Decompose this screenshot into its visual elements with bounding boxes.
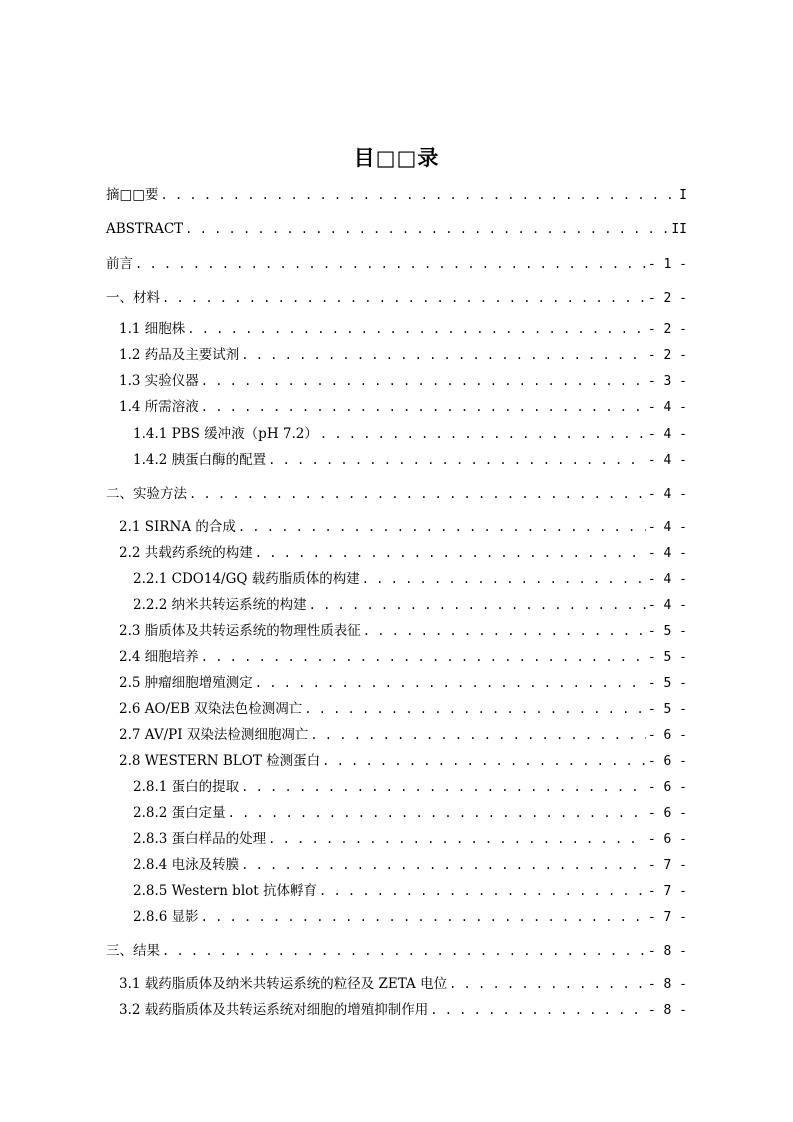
- toc-entry-page-number: - 4 -: [647, 487, 687, 502]
- dot-leader: [319, 882, 646, 900]
- toc-entry-page-number: - 4 -: [647, 427, 687, 442]
- toc-entry-label: 摘□□要: [106, 187, 159, 203]
- toc-entry-label: 1.4 所需溶液: [119, 399, 199, 415]
- toc-entry[interactable]: [133, 451, 687, 470]
- dot-leader: [304, 700, 646, 718]
- dot-leader: [255, 544, 646, 562]
- toc-entry[interactable]: [119, 518, 687, 537]
- dot-leader: [238, 518, 646, 536]
- toc-entry-label: 2.8.5 Western blot 抗体孵育: [133, 883, 317, 899]
- toc-entry-page-number: - 7 -: [647, 858, 687, 873]
- toc-entry-page-number: I: [679, 188, 687, 203]
- dot-leader: [187, 320, 646, 338]
- toc-entry-label: 1.4.2 胰蛋白酶的配置: [133, 452, 267, 468]
- toc-entry-label: 2.5 肿瘤细胞增殖测定: [119, 675, 253, 691]
- toc-entry-page-number: - 7 -: [647, 884, 687, 899]
- toc-entry-page-number: - 2 -: [647, 322, 687, 337]
- toc-entry-page-number: II: [671, 222, 687, 237]
- dot-leader: [241, 778, 646, 796]
- toc-entry-label: 2.2.2 纳米共转运系统的构建: [133, 597, 307, 613]
- toc-entry[interactable]: [119, 648, 687, 667]
- toc-entry[interactable]: [106, 485, 687, 504]
- dot-leader: [268, 451, 646, 469]
- toc-entry[interactable]: [119, 700, 687, 719]
- dot-leader: [255, 674, 646, 692]
- toc-entry[interactable]: [133, 882, 687, 901]
- toc-entry-page-number: - 4 -: [647, 453, 687, 468]
- dot-leader: [362, 570, 646, 588]
- toc-entry-label: ABSTRACT: [106, 221, 184, 237]
- toc-entry-label: 2.7 AV/PI 双染法检测细胞凋亡: [119, 727, 309, 743]
- toc-entry[interactable]: [133, 856, 687, 875]
- toc-entry-label: 2.8.1 蛋白的提取: [133, 779, 240, 795]
- dot-leader: [162, 289, 646, 307]
- toc-entry[interactable]: [119, 1001, 687, 1020]
- toc-entry-label: 前言: [106, 256, 133, 272]
- toc-entry-page-number: - 2 -: [647, 348, 687, 363]
- dot-leader: [185, 220, 669, 238]
- toc-entry-page-number: - 8 -: [647, 944, 687, 959]
- toc-entry[interactable]: [133, 830, 687, 849]
- toc-entry-page-number: - 5 -: [647, 702, 687, 717]
- toc-entry-label: 3.2 载药脂质体及共转运系统对细胞的增殖抑制作用: [119, 1002, 429, 1018]
- toc-entry-page-number: - 4 -: [647, 572, 687, 587]
- toc-entry[interactable]: [106, 220, 687, 239]
- toc-entry-page-number: - 4 -: [647, 520, 687, 535]
- dot-leader: [162, 942, 646, 960]
- toc-entry-label: 1.3 实验仪器: [119, 373, 199, 389]
- toc-entry-page-number: - 7 -: [647, 910, 687, 925]
- toc-entry[interactable]: [119, 726, 687, 745]
- toc-entry-page-number: - 6 -: [647, 728, 687, 743]
- toc-entry-page-number: - 5 -: [647, 676, 687, 691]
- toc-entry-label: 2.8.4 电泳及转膜: [133, 857, 240, 873]
- dot-leader: [310, 726, 646, 744]
- toc-entry[interactable]: [133, 596, 687, 615]
- toc-entry-page-number: - 8 -: [647, 977, 687, 992]
- dot-leader: [201, 908, 646, 926]
- toc-entry[interactable]: [133, 804, 687, 823]
- dot-leader: [320, 425, 646, 443]
- toc-entry-label: 2.8.2 蛋白定量: [133, 805, 226, 821]
- toc-entry[interactable]: [119, 320, 687, 339]
- toc-entry[interactable]: [119, 544, 687, 563]
- toc-entry-page-number: - 6 -: [647, 806, 687, 821]
- toc-entry-label: 2.8.3 蛋白样品的处理: [133, 831, 267, 847]
- dot-leader: [135, 255, 646, 273]
- toc-entry[interactable]: [119, 346, 687, 365]
- toc-entry[interactable]: [106, 255, 687, 274]
- dot-leader: [201, 648, 646, 666]
- toc-entry-label: 三、结果: [106, 943, 160, 959]
- toc-entry-label: 2.8 WESTERN BLOT 检测蛋白: [119, 753, 321, 769]
- toc-entry-label: 2.4 细胞培养: [119, 649, 199, 665]
- toc-entry[interactable]: [119, 752, 687, 771]
- dot-leader: [449, 975, 646, 993]
- toc-entry[interactable]: [133, 570, 687, 589]
- toc-entry-label: 2.2 共载药系统的构建: [119, 545, 253, 561]
- toc-entry[interactable]: [133, 425, 687, 444]
- toc-entry-label: 2.8.6 显影: [133, 909, 199, 925]
- toc-entry-page-number: - 1 -: [647, 257, 687, 272]
- toc-entry[interactable]: [133, 908, 687, 927]
- toc-entry-label: 3.1 载药脂质体及纳米共转运系统的粒径及 ZETA 电位: [119, 976, 448, 992]
- dot-leader: [309, 596, 646, 614]
- toc-entry-page-number: - 5 -: [647, 650, 687, 665]
- dot-leader: [201, 372, 646, 390]
- toc-entry[interactable]: [106, 186, 687, 205]
- toc-entry-label: 2.1 SIRNA 的合成: [119, 519, 236, 535]
- toc-entry-label: 2.2.1 CDO14/GQ 载药脂质体的构建: [133, 571, 360, 587]
- toc-entry-page-number: - 2 -: [647, 291, 687, 306]
- toc-entry[interactable]: [119, 622, 687, 641]
- toc-entry[interactable]: [133, 778, 687, 797]
- toc-entry-label: 1.1 细胞株: [119, 321, 186, 337]
- toc-title: 目□□录: [353, 146, 440, 170]
- toc-entry-label: 1.2 药品及主要试剂: [119, 347, 240, 363]
- toc-entry-page-number: - 3 -: [647, 374, 687, 389]
- toc-entry-page-number: - 8 -: [647, 1003, 687, 1018]
- toc-entry-page-number: - 6 -: [647, 832, 687, 847]
- toc-entry-label: 2.6 AO/EB 双染法色检测凋亡: [119, 701, 303, 717]
- dot-leader: [430, 1001, 646, 1019]
- toc-entry[interactable]: [119, 372, 687, 391]
- dot-leader: [189, 485, 646, 503]
- toc-entry-page-number: - 4 -: [647, 400, 687, 415]
- toc-entry-label: 1.4.1 PBS 缓冲液（pH 7.2）: [133, 426, 318, 442]
- toc-entry[interactable]: [119, 398, 687, 417]
- toc-entry-page-number: - 4 -: [647, 546, 687, 561]
- toc-entry-page-number: - 6 -: [647, 780, 687, 795]
- dot-leader: [268, 830, 646, 848]
- toc-entry-label: 一、材料: [106, 290, 160, 306]
- dot-leader: [161, 186, 678, 204]
- toc-entry-page-number: - 5 -: [647, 624, 687, 639]
- dot-leader: [322, 752, 646, 770]
- toc-entry-label: 二、实验方法: [106, 486, 187, 502]
- toc-entry-page-number: - 4 -: [647, 598, 687, 613]
- dot-leader: [241, 346, 646, 364]
- toc-entry[interactable]: [106, 942, 687, 961]
- dot-leader: [363, 622, 646, 640]
- dot-leader: [228, 804, 646, 822]
- toc-entry[interactable]: [119, 674, 687, 693]
- toc-entry-page-number: - 6 -: [647, 754, 687, 769]
- dot-leader: [241, 856, 646, 874]
- toc-entry-label: 2.3 脂质体及共转运系统的物理性质表征: [119, 623, 361, 639]
- dot-leader: [201, 398, 646, 416]
- toc-entry[interactable]: [119, 975, 687, 994]
- toc-entry[interactable]: [106, 289, 687, 308]
